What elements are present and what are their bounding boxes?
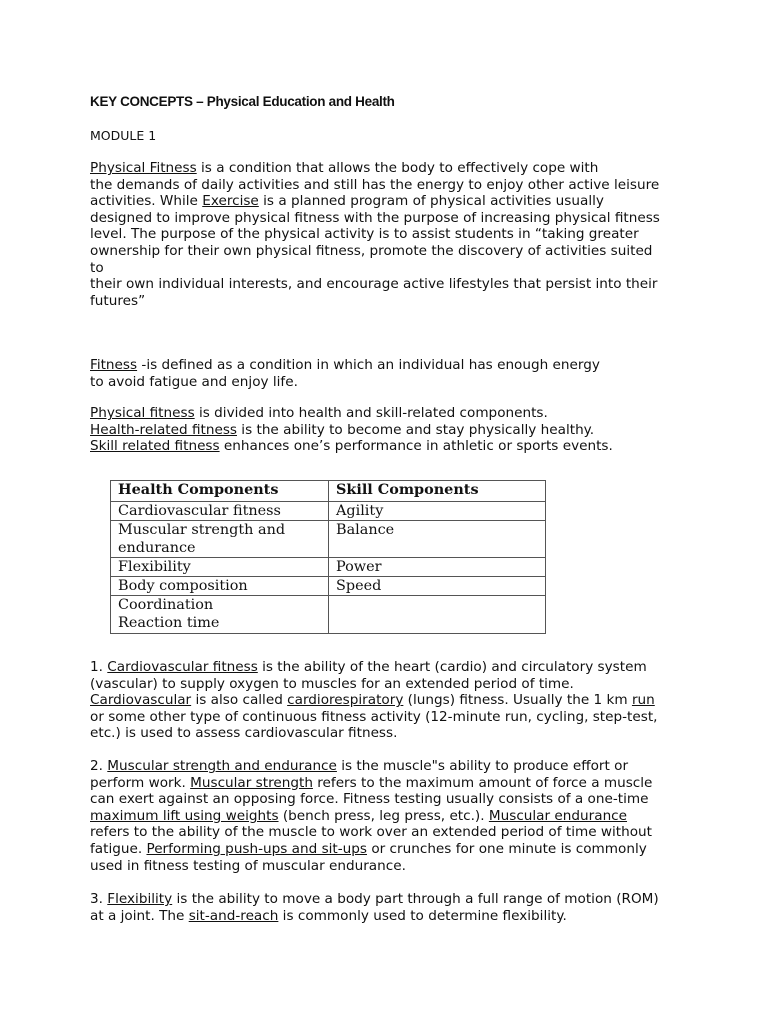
table-cell: Coordination Reaction time [111, 596, 329, 634]
term-sit-and-reach: sit-and-reach [188, 907, 279, 924]
table-header: Skill Components [329, 481, 546, 502]
table-row [111, 502, 546, 521]
table-row [111, 521, 546, 558]
table-cell: Cardiovascular fitness [111, 502, 329, 521]
term-maximum-lift: maximum lift using weights [90, 807, 279, 824]
term-skill-related-fitness: Skill related fitness [90, 438, 220, 455]
term-physical-fitness-2: Physical fitness [90, 405, 195, 421]
table-row [111, 558, 546, 577]
term-exercise: Exercise [202, 193, 259, 210]
components-table [110, 480, 546, 634]
term-muscular-strength-endurance: Muscular strength and endurance [107, 758, 337, 774]
components-paragraph: Physical fitness is divided into health and skill-related components. Health-related fitness is the ability to become and stay physically healthy. Skill related fitness enhances one’s performance in athletic or sports events. [90, 405, 613, 455]
item-muscular: 2. Muscular strength and endurance is the muscle"s ability to produce effort or perform work. Muscular strength refers to the maximum amount of force a muscle can exert against an opposing force. Fitness testing usually consists of a one-time maximum lift using weights (bench press, leg press, etc.). Muscular endurance refers to the ability of the muscle to work over an extended period of time without fatigue. Performing push-ups and sit-ups or crunches for one minute is commonly used in fitness testing of muscular endurance. [90, 758, 653, 874]
table-cell: Muscular strength and endurance [111, 521, 329, 558]
fitness-definition: Fitness -is defined as a condition in which an individual has enough energy to avoid fatigue and enjoy life. [90, 357, 600, 390]
term-cardiorespiratory: cardiorespiratory [287, 692, 404, 709]
term-muscular-strength: Muscular strength [190, 774, 313, 791]
term-flexibility: Flexibility [107, 891, 173, 907]
table-cell: Agility [329, 502, 546, 521]
term-health-related-fitness: Health-related fitness [90, 421, 237, 438]
table-row [111, 577, 546, 596]
document-title: KEY CONCEPTS – Physical Education and Health [90, 94, 395, 109]
item-flexibility: 3. Flexibility is the ability to move a body part through a full range of motion (ROM) at a joint. The sit-and-reach is commonly used to determine flexibility. [90, 891, 659, 924]
table-cell [329, 596, 546, 634]
term-cardiovascular: Cardiovascular [90, 692, 192, 709]
table-cell: Flexibility [111, 558, 329, 577]
term-push-ups-sit-ups: Performing push-ups and sit-ups [146, 840, 367, 857]
intro-paragraph: Physical Fitness is a condition that allows the body to effectively cope with the demands of daily activities and still has the energy to enjoy other active leisure activities. While Exercise is a planned program of physical activities usually designed to improve physical fitness with the purpose of increasing physical fitness level. The purpose of the physical activity is to assist students in “taking greater ownership for their own physical fitness, promote the discovery of activities suited to their own individual interests, and encourage active lifestyles that persist into their futures” [90, 160, 660, 309]
term-muscular-endurance: Muscular endurance [488, 807, 628, 824]
table-cell: Speed [329, 577, 546, 596]
table-cell: Power [329, 558, 546, 577]
term-physical-fitness: Physical Fitness [90, 160, 197, 176]
table-header: Health Components [111, 481, 329, 502]
term-run: run [631, 692, 655, 709]
term-cardiovascular-fitness: Cardiovascular fitness [107, 659, 258, 675]
table-cell: Body composition [111, 577, 329, 596]
module-heading: MODULE 1 [90, 128, 157, 143]
table-cell: Balance [329, 521, 546, 558]
table-row [111, 596, 546, 634]
item-cardiovascular: 1. Cardiovascular fitness is the ability of the heart (cardio) and circulatory system (vascular) to supply oxygen to muscles for an extended period of time. Cardiovascular is also called cardiorespiratory (lungs) fitness. Usually the 1 km run or some other type of continuous fitness activity (12-minute run, cycling, step-test, etc.) is used to assess cardiovascular fitness. [90, 659, 658, 742]
table-header-row [111, 481, 546, 502]
term-fitness: Fitness [90, 357, 138, 373]
